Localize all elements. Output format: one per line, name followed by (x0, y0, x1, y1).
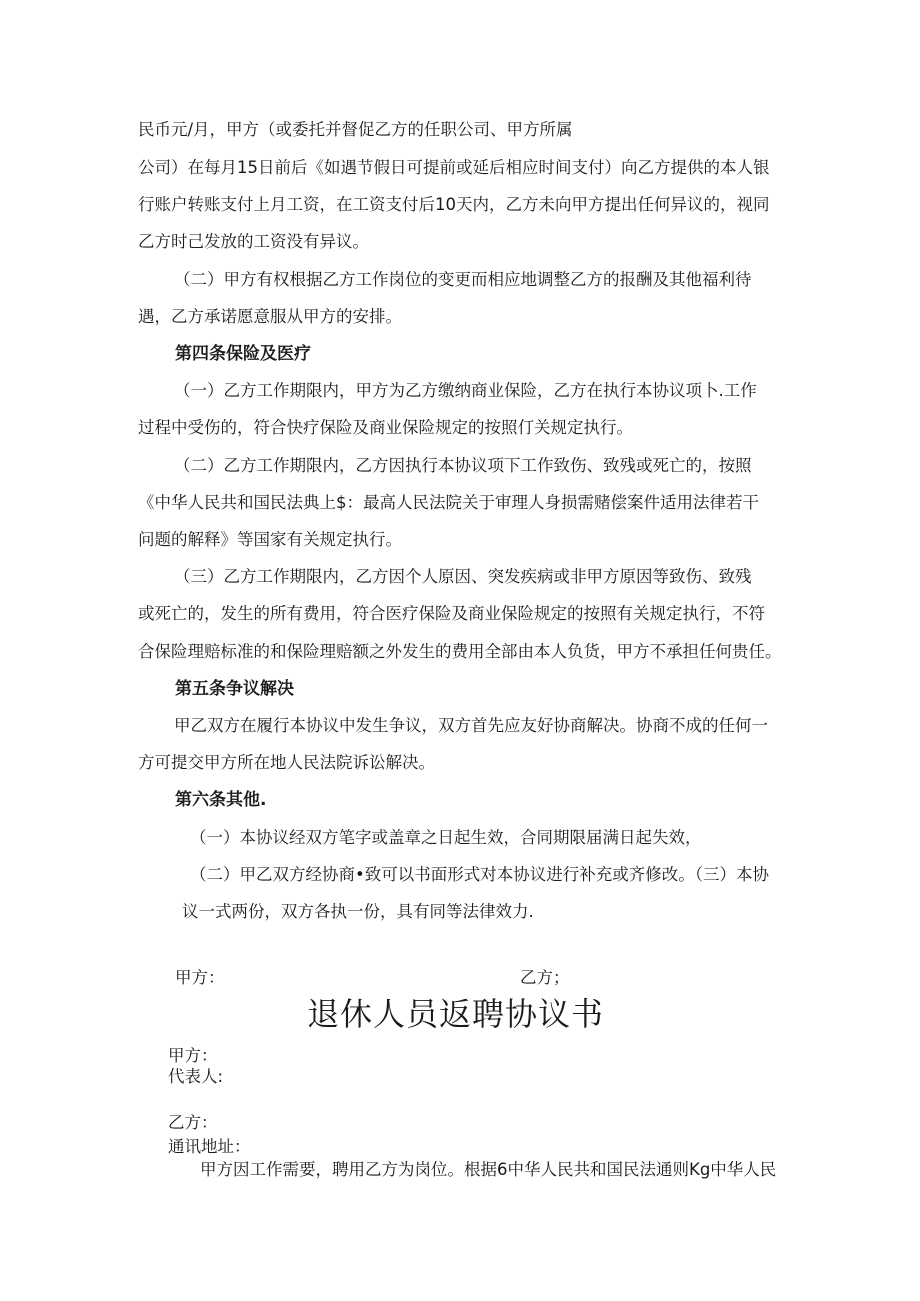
signature-label-party-b: 乙方； (520, 968, 570, 987)
field-label-party-b: 乙方： (168, 1113, 218, 1132)
body-line: （二）甲乙双方经协商•致可以书面形式对本协议进行补充或齐修改。（三）本协 (190, 865, 769, 884)
body-line: （二）甲方有权根据乙方工作岗位的变更而相应地调整乙方的报酬及其他福利待 (174, 270, 752, 289)
intro-paragraph: 甲方因工作需要，聘用乙方为岗位。根据6中华人民共和国民法通则Kg中华人民 (200, 1160, 777, 1179)
body-line: （二）乙方工作期限内，乙方因执行本协议项下工作致伤、致残或死亡的，按照 (174, 456, 752, 475)
body-line: 方可提交甲方所在地人民法院诉讼解决。 (138, 753, 435, 772)
section-heading-other: 第六条其他. (175, 790, 267, 810)
body-line: 甲乙双方在履行本协议中发生争议，双方首先应友好协商解决。协商不成的任何一 (174, 716, 768, 735)
body-line: 或死亡的，发生的所有费用，符合医疗保险及商业保险规定的按照有关规定执行，不符 (138, 604, 765, 623)
body-line: 行账户转账支付上月工资，在工资支付后10天内，乙方未向甲方提出任何异议的，视同 (138, 195, 770, 214)
body-line: 民币元/月，甲方（或委托并督促乙方的任职公司、甲方所属 (138, 120, 573, 139)
document-title: 退休人员返聘协议书 (307, 995, 605, 1033)
signature-label-party-a: 甲方： (175, 968, 225, 987)
body-line: （三）乙方工作期限内，乙方因个人原因、突发疾病或非甲方原因等致伤、致残 (174, 567, 752, 586)
body-line: 公司）在每月15日前后《如遇节假日可提前或延后相应时间支付）向乙方提供的本人银 (138, 158, 770, 177)
body-line: 问题的解释》等国家有关规定执行。 (138, 530, 402, 549)
section-heading-dispute: 第五条争议解决 (175, 679, 294, 699)
body-line: 合保险理赔标准的和保险理赔额之外发生的费用全部由本人负货，甲方不承担任何贵任。 (138, 642, 782, 661)
body-line: 过程中受伤的，符合快疗保险及商业保险规定的按照仃关规定执行。 (138, 418, 633, 437)
field-label-party-a: 甲方： (168, 1046, 218, 1065)
body-line: （一）乙方工作期限内，甲方为乙方缴纳商业保险，乙方在执行本协议项卜.工作 (174, 381, 757, 400)
body-line: 议一式两份，双方各执一份，具有同等法律效力. (182, 902, 534, 921)
field-label-address: 通讯地址： (168, 1137, 251, 1156)
body-line: （一）本协议经双方笔字或盖章之日起生效，合同期限届满日起失效， (190, 828, 702, 847)
section-heading-insurance: 第四条保险及医疗 (175, 344, 311, 364)
field-label-representative: 代表人: (168, 1067, 224, 1086)
body-line: 遇，乙方承诺愿意服从甲方的安排。 (138, 307, 402, 326)
body-line: 乙方时己发放的工资没有异议。 (138, 232, 369, 251)
body-line: 《中华人民共和国民法典上$：最高人民法院关于审理人身损需赌偿案件适用法律若干 (138, 493, 759, 512)
